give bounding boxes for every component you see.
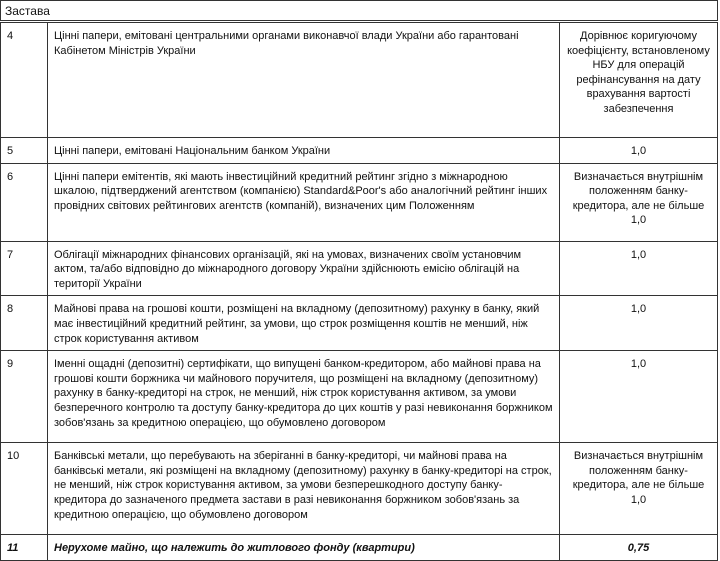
table-row	[1, 535, 718, 561]
row-coefficient: 1,0	[560, 296, 718, 351]
row-coefficient: Визначається внутрішнім положенням банку-кредитора, але не більше 1,0	[560, 443, 718, 535]
table-row	[1, 23, 718, 138]
row-number: 6	[1, 163, 48, 241]
table-row	[1, 351, 718, 443]
row-coefficient: Дорівнює коригуючому коефіцієнту, встановленому НБУ для операцій рефінансування на дату врахування вартості забезпечення	[560, 23, 718, 138]
row-coefficient: 1,0	[560, 351, 718, 443]
row-coefficient: Визначається внутрішнім положенням банку-кредитора, але не більше 1,0	[560, 163, 718, 241]
row-number: 4	[1, 23, 48, 138]
row-coefficient: 1,0	[560, 138, 718, 164]
table-row	[1, 163, 718, 241]
row-number: 5	[1, 138, 48, 164]
row-description: Облігації міжнародних фінансових організацій, які на умовах, визначених своїм установчим актом, та/або відповідно до міжнародного договору України здійснюють емісію облігацій на території України	[48, 241, 560, 296]
row-description: Банківські метали, що перебувають на зберіганні в банку-кредиторі, чи майнові права на банківські метали, які розміщені на вкладному (депозитному) рахунку в банку-кредиторі на строк, не менший, ніж строк користування активом, за умови безперешкодного доступу банку-кредитора до зазначеного предмета застави в разі невиконання боржником зобов'язань за кредитною операцією, що обумовлено договором	[48, 443, 560, 535]
row-coefficient: 0,75	[560, 535, 718, 561]
table-row	[1, 241, 718, 296]
table-row	[1, 296, 718, 351]
row-number: 11	[1, 535, 48, 561]
row-number: 10	[1, 443, 48, 535]
row-number: 8	[1, 296, 48, 351]
row-description: Нерухоме майно, що належить до житлового фонду (квартири)	[48, 535, 560, 561]
table-row	[1, 138, 718, 164]
row-description: Майнові права на грошові кошти, розміщені на вкладному (депозитному) рахунку в банку, який має інвестиційний кредитний рейтинг, за умови, що строк розміщення коштів не менший, ніж строк користування активом	[48, 296, 560, 351]
row-description: Цінні папери емітентів, які мають інвестиційний кредитний рейтинг згідно з міжнародною шкалою, підтверджений агентством (компанією) Standard&Poor's або аналогічний рейтинг інших провідних світових рейтингових агентств (компаній), визначених цим Положенням	[48, 163, 560, 241]
row-description: Іменні ощадні (депозитні) сертифікати, що випущені банком-кредитором, або майнові права на грошові кошти боржника чи майнового поручителя, що розміщені на вкладному (депозитному) рахунку в банку-кредиторі на строк, не менший, ніж строк користування активом, за умови безперечного контролю та доступу банку-кредитора до цих коштів у разі невиконання боржником зобов'язань за кредитною операцією, що обумовлено договором	[48, 351, 560, 443]
row-description: Цінні папери, емітовані центральними органами виконавчої влади України або гарантовані Кабінетом Міністрів України	[48, 23, 560, 138]
row-number: 9	[1, 351, 48, 443]
row-description: Цінні папери, емітовані Національним банком України	[48, 138, 560, 164]
row-coefficient: 1,0	[560, 241, 718, 296]
section-title: Застава	[0, 0, 718, 21]
table-row	[1, 443, 718, 535]
row-number: 7	[1, 241, 48, 296]
collateral-table	[0, 22, 718, 561]
